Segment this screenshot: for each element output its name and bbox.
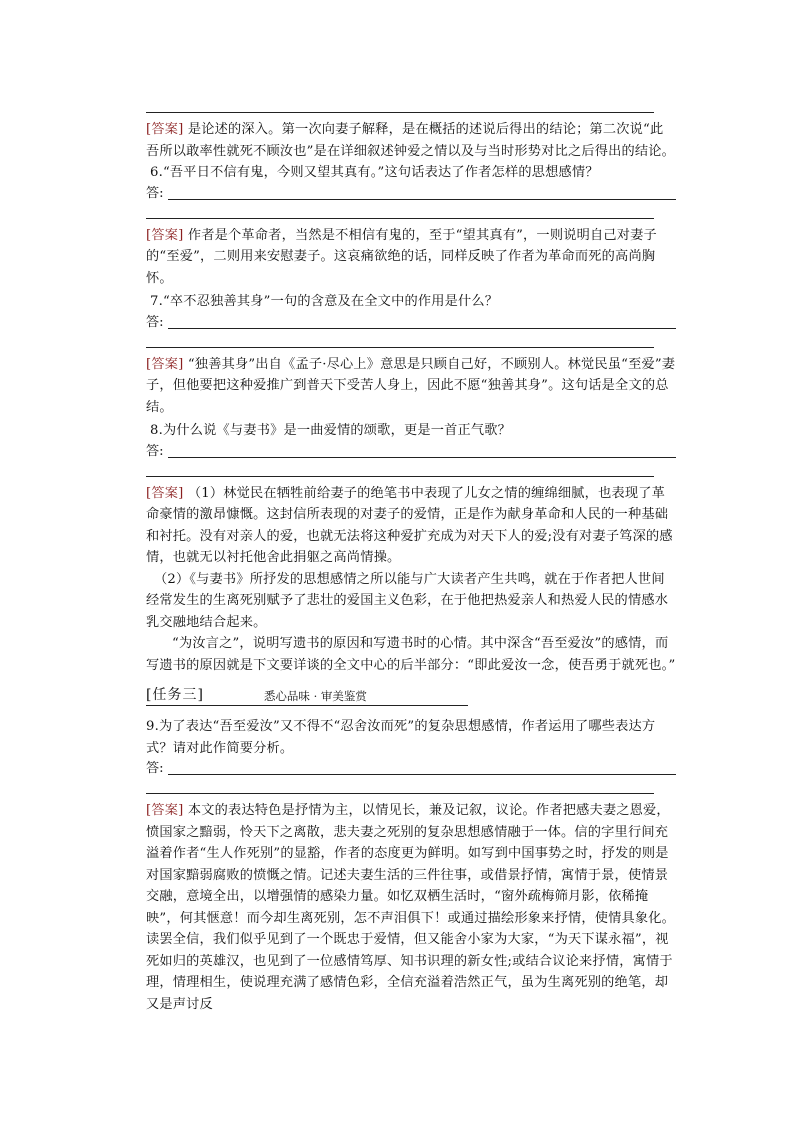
answer-rule — [146, 476, 654, 477]
answer-text: “独善其身”出自《孟子·尽心上》意思是只顾自己好，不顾别人。林觉民虽“至爱”妻子，但他要把这种爱推广到普天下受苦人身上，因此不愿“独善其身”。这句话是全文的总结。 — [146, 356, 676, 415]
answer-underline — [168, 199, 676, 200]
answer-label: 答: — [146, 443, 164, 459]
question-9: 9.为了表达“吾至爱汝”又不得不“忍舍汝而死”的复杂思想感情，作者运用了哪些表达方式？请对此作简要分析。 — [146, 719, 656, 756]
answer-line-6 — [146, 184, 676, 204]
answer-line-8 — [146, 442, 676, 462]
answer-underline — [168, 457, 676, 458]
answer-underline — [168, 328, 676, 329]
answer-text: （1）林觉民在牺牲前给妻子的绝笔书中表现了儿女之情的缠绵细腻，也表现了革命豪情的激昂慷慨。这封信所表现的对妻子的爱情，正是作为献身革命和人民的一种基础和衬托。没有对亲人的爱，也就无法将这种爱扩充成为对天下人的爱;没有对妻子笃深的感情，也就无以衬托他舍此捐躯之高尚情操。 — [146, 485, 673, 565]
document-page — [146, 104, 676, 1015]
task-underline — [146, 705, 468, 706]
answer-text: 是论述的深入。第一次向妻子解释，是在概括的述说后得出的结论；第二次说“此吾所以敢率性就死不顾汝也”是在详细叙述钟爱之情以及与当时形势对比之后得出的结论。 — [146, 122, 676, 159]
answer-text: 作者是个革命者，当然是不相信有鬼的，至于“望其真有”，一则说明自己对妻子的“至爱”，二则用来安慰妻子。这哀痛欲绝的话，同样反映了作者为革命而死的高尚胸怀。 — [146, 227, 657, 286]
task-heading — [146, 684, 676, 704]
answer-label: 答: — [146, 314, 164, 330]
answer-underline — [168, 774, 676, 775]
answer-line-7 — [146, 313, 676, 333]
answer-rule — [146, 793, 654, 794]
answer-text: 本文的表达特色是抒情为主，以情见长，兼及记叙，议论。作者把感夫妻之恩爱，愤国家之黯弱，怜天下之离散，悲夫妻之死别的复杂思想感情融于一体。信的字里行间充溢着作者“生人作死别”的显豁，作者的态度更为鲜明。如写到中国事势之时，抒发的则是对国家黯弱腐败的愤慨之情。记述夫妻生活的三件往事，或借景抒情，寓情于景，使情景交融，意境全出，以增强情的感染力量。如忆双栖生活时，“窗外疏梅筛月影，依稀掩映”，何其惬意！而今却生离死别，怎不声泪俱下！或通过描绘形象来抒情，使情具象化。读罢全信，我们似乎见到了一个既忠于爱情，但又能舍小家为大家，“为天下谋永福”，视死如归的英雄汉，也见到了一位感情笃厚、知书识理的新女性;或结合议论来抒情，寓情于理，情理相生，使说理充满了感情色彩，全信充溢着浩然正气，虽为生离死别的绝笔，却又是声讨反 — [146, 803, 676, 1012]
answer-tag: [答案] — [146, 803, 184, 818]
question-7: 7.“卒不忍独善其身”一句的含意及在全文中的作用是什么？ — [150, 294, 499, 309]
answer-rule — [146, 347, 654, 348]
task-subtitle: 悉心品味 · 审美鉴赏 — [263, 689, 367, 703]
answer-block-7 — [146, 354, 676, 419]
answer-tag: [答案] — [146, 356, 184, 372]
task-title: [任务三] — [146, 687, 204, 703]
answer-block-5 — [146, 119, 676, 162]
answer-block-8-part3: “为汝言之”，说明写遗书的原因和写遗书时的心情。其中深含“吾至爱汝”的感情，而写遗书的原因就是下文要详谈的全文中心的后半部分：“即此爱汝一念，使吾勇于就死也。” — [146, 636, 676, 673]
answer-tag: [答案] — [146, 227, 184, 243]
answer-label: 答: — [146, 761, 164, 776]
answer-block-9 — [146, 800, 676, 1015]
answer-rule — [146, 218, 654, 219]
question-8: 8.为什么说《与妻书》是一曲爱情的颂歌，更是一首正气歌？ — [150, 423, 512, 438]
question-6: 6.“吾平日不信有鬼，今则又望其真有。”这句话表达了作者怎样的思想感情？ — [150, 165, 599, 180]
answer-block-6 — [146, 225, 676, 290]
answer-label: 答: — [146, 185, 164, 201]
answer-block-8-part2: （2）《与妻书》所抒发的思想感情之所以能与广大读者产生共鸣，就在于作者把人世间经常发生的生离死别赋予了悲壮的爱国主义色彩，在于他把热爱亲人和热爱人民的情感水乳交融地结合起来。 — [146, 571, 669, 630]
answer-tag: [答案] — [146, 122, 184, 137]
answer-tag: [答案] — [146, 485, 184, 501]
answer-line-9 — [146, 759, 676, 779]
answer-rule — [146, 112, 654, 113]
answer-block-8-part1 — [146, 483, 676, 569]
